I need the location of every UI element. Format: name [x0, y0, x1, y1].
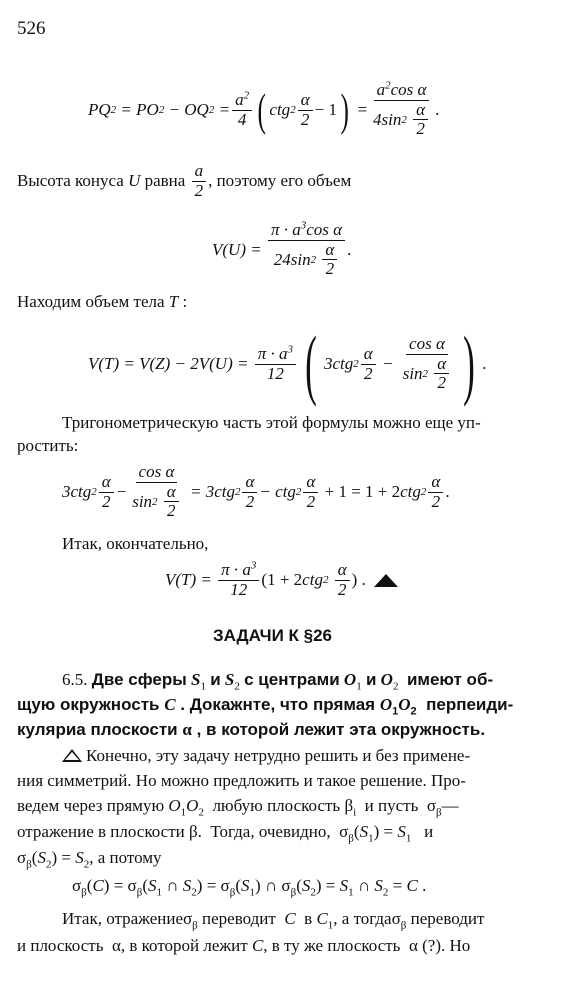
text-find-volume: Находим объем тела T :: [17, 292, 188, 311]
problem-line-2: щую окружность C . Докажнте, что прямая $O_1O_2$ перпеиди-: [17, 695, 514, 718]
formula-vt: V(T) = V(Z) − 2V(U) = $\frac{\pi \cdot a^3}{12}$ ( 3ctg 2 $\frac{\alpha}{2}$ − cos α sin 2 $\frac{\alpha}{2}$ ) .: [88, 320, 487, 407]
end-of-proof-triangle-icon: [374, 574, 398, 587]
solution-line-7: и плоскость α, в которой лежит C, в ту же плоскость α (?). Но: [17, 936, 471, 955]
text-cone-height: Высота конуса U равна $\frac{a}{2}$ , поэтому его объем: [17, 160, 352, 200]
formula-final: V(T) = $\frac{\pi \cdot a^3}{12}$ (1 + 2 ctg 2 $\frac{\alpha}{2}$ ) .: [165, 556, 398, 604]
start-of-proof-triangle-icon: [62, 749, 82, 762]
text-trig-1: Тригонометрическую часть этой формулы можно еще уп-: [62, 413, 481, 432]
page-number: 526: [17, 18, 46, 39]
text-trig-2: ростить:: [17, 436, 79, 455]
problem-line-3: куляриа плоскости α , в которой лежит эта окружность.: [17, 720, 486, 739]
solution-line-3: ведем через прямую $O_1O_2$ любую плоскость $\beta_i$ и пусть $\sigma_\beta—$: [17, 796, 459, 819]
solution-line-5: $\sigma_\beta(S_2) = S_2$, а потому: [17, 848, 162, 871]
problem-line-1: 6.5. Две сферы $S_1$ и $S_2$ с центрами $O_1$ и $O_2$ имеют об-: [62, 670, 494, 693]
solution-formula: $\sigma_\beta(C) = \sigma_\beta(S_1$ ∩ $S_2) = \sigma_\beta(S_1)$ ∩ $\sigma_\beta(S_2) = S_1$ ∩ $S_2 = C$ .: [72, 876, 427, 899]
formula-pq: PQ 2 = PO 2 − OQ 2 = $\frac{a^2}{4}$ ( ctg 2 $\frac{\alpha}{2}$ − 1 ) = $a^2\cos$ α 4sin 2 $\frac{\alpha}{2}$ .: [88, 79, 440, 139]
formula-vu: V(U) = $\pi \cdot a^3\cos$ α 24sin 2 $\frac{\alpha}{2}$ .: [212, 219, 352, 279]
formula-trig: 3ctg 2 $\frac{\alpha}{2}$ − cos α sin 2 $\frac{\alpha}{2}$ = 3ctg 2 $\frac{\alpha}{2}$ − ctg 2 $\frac{\alpha}{2}$ + 1 = 1 + 2 ctg 2 $\frac{\alpha}{2}$ .: [62, 461, 450, 521]
section-title: ЗАДАЧИ К §26: [213, 626, 332, 645]
solution-line-6: Итак, отражениеσ$_\beta$ переводит C в $C_1$, а тогдаσ$_\beta$ переводит: [62, 909, 485, 932]
solution-line-4: отражение в плоскости β. Тогда, очевидно, $\sigma_\beta(S_1) = S_1$ и: [17, 822, 434, 845]
solution-line-2: ния симметрий. Но можно предложить и такое решение. Про-: [17, 771, 466, 790]
text-finally: Итак, окончательно,: [62, 534, 209, 553]
solution-line-1: Конечно, эту задачу нетрудно решить и без примене-: [62, 746, 470, 766]
